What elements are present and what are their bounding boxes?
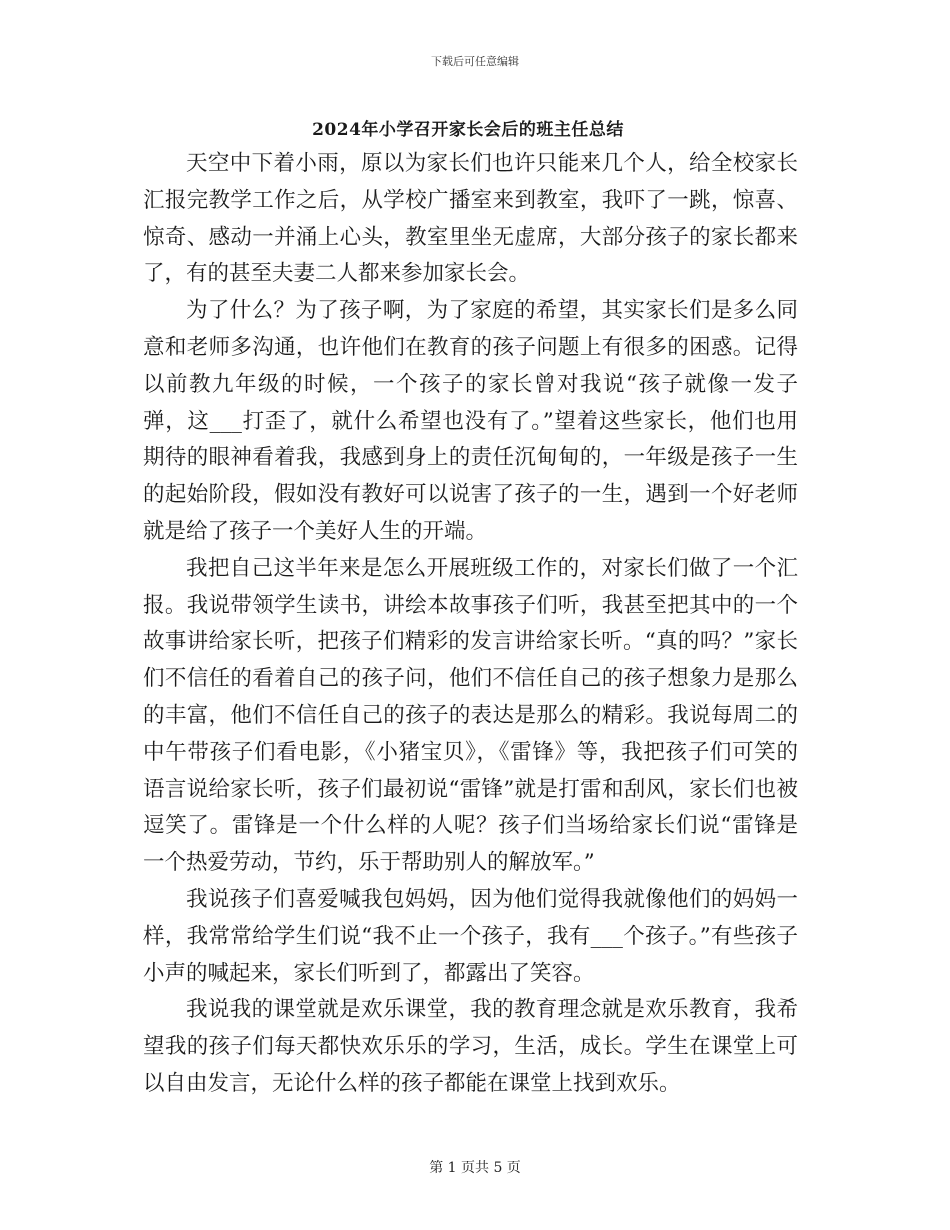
page-number: 第 1 页共 5 页	[429, 1160, 521, 1176]
document-body	[143, 146, 798, 1103]
paragraph-5: 我说我的课堂就是欢乐课堂，我的教育理念就是欢乐教育，我希望我的孩子们每天都快欢乐乐的学习，生活，成长。学生在课堂上可以自由发言，无论什么样的孩子都能在课堂上找到欢乐。	[143, 997, 798, 1096]
header-note: 下载后可任意编辑	[431, 55, 519, 68]
paragraph-4: 我说孩子们喜爱喊我包妈妈，因为他们觉得我就像他们的妈妈一样，我常常给学生们说“我不止一个孩子，我有___个孩子。”有些孩子小声的喊起来，家长们听到了，都露出了笑容。	[143, 886, 798, 986]
document-title: 2024年小学召开家长会后的班主任总结	[312, 120, 624, 140]
paragraph-2: 为了什么？为了孩子啊，为了家庭的希望，其实家长们是多么同意和老师多沟通，也许他们在教育的孩子问题上有很多的困惑。记得以前教九年级的时候，一个孩子的家长曾对我说“孩子就像一发子弹，这___打歪了，就什么希望也没有了。”望着这些家长，他们也用期待的眼神看着我，我感到身上的责任沉甸甸的，一年级是孩子一生的起始阶段，假如没有教好可以说害了孩子的一生，遇到一个好老师就是给了孩子一个美好人生的开端。	[143, 298, 798, 544]
paragraph-1: 天空中下着小雨，原以为家长们也许只能来几个人，给全校家长汇报完教学工作之后，从学校广播室来到教室，我吓了一跳，惊喜、惊奇、感动一并涌上心头，教室里坐无虚席，大部分孩子的家长都来了，有的甚至夫妻二人都来参加家长会。	[143, 151, 798, 287]
paragraph-3: 我把自己这半年来是怎么开展班级工作的，对家长们做了一个汇报。我说带领学生读书，讲绘本故事孩子们听，我甚至把其中的一个故事讲给家长听，把孩子们精彩的发言讲给家长听。“真的吗？”家长们不信任的看着自己的孩子问，他们不信任自己的孩子想象力是那么的丰富，他们不信任自己的孩子的表达是那么的精彩。我说每周二的中午带孩子们看电影，《小猪宝贝》，《雷锋》等，我把孩子们可笑的语言说给家长听，孩子们最初说“雷锋”就是打雷和刮风，家长们也被逗笑了。雷锋是一个什么样的人呢？孩子们当场给家长们说“雷锋是一个热爱劳动，节约，乐于帮助别人的解放军。”	[143, 555, 798, 876]
